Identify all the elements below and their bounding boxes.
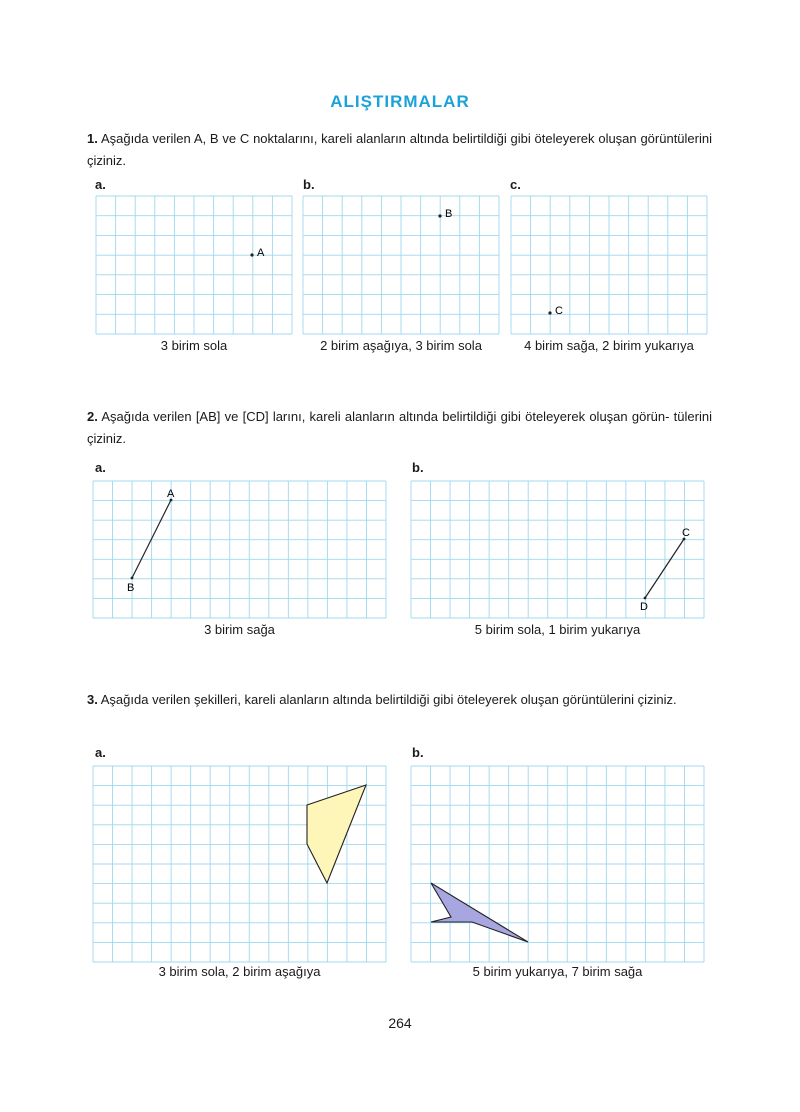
point-b-label: B <box>127 582 135 594</box>
page-number: 264 <box>388 1015 412 1031</box>
q1-item-c-label: c. <box>510 177 521 192</box>
question-1-number: 1. <box>87 131 98 146</box>
q2-item-a-label: a. <box>95 460 106 475</box>
q1-caption-b: 2 birim aşağıya, 3 birim sola <box>320 338 482 353</box>
q1-item-b-label: b. <box>303 177 315 192</box>
q1-item-a-label: a. <box>95 177 106 192</box>
point-c-label: C <box>682 527 690 539</box>
q3-grid-a <box>93 766 386 962</box>
point-a-dot <box>250 253 253 256</box>
q2-grid-b <box>411 481 704 618</box>
q3-item-b-label: b. <box>412 745 424 760</box>
question-2-number: 2. <box>87 409 98 424</box>
q2-caption-a: 3 birim sağa <box>204 622 275 637</box>
q1-caption-c: 4 birim sağa, 2 birim yukarıya <box>524 338 694 353</box>
point-b-label: B <box>445 208 453 220</box>
q2-caption-b: 5 birim sola, 1 birim yukarıya <box>474 622 641 637</box>
point-a-label: A <box>167 488 175 500</box>
q1-grid-b <box>303 196 499 334</box>
q3-caption-b: 5 birim yukarıya, 7 birim sağa <box>472 964 643 979</box>
q3-item-a-label: a. <box>95 745 106 760</box>
point-a-label: A <box>257 247 265 259</box>
q3-grid-b <box>411 766 704 962</box>
question-2-text: Aşağıda verilen [AB] ve [CD] larını, kareli alanların altında belirtildiği gibi öteleyerek oluşan görün- tülerini çiziniz. <box>87 409 712 446</box>
q1-grid-a <box>96 196 292 334</box>
question-3-number: 3. <box>87 692 98 707</box>
q2-item-b-label: b. <box>412 460 424 475</box>
q1-caption-a: 3 birim sola <box>160 338 228 353</box>
question-3 <box>87 689 712 711</box>
point-d-dot <box>644 597 647 600</box>
point-b-dot <box>131 577 134 580</box>
question-2 <box>87 406 712 450</box>
point-c-dot <box>548 311 551 314</box>
point-b-dot <box>438 214 441 217</box>
point-d-label: D <box>640 601 648 613</box>
shape-a-quadrilateral <box>307 785 366 883</box>
question-3-text: Aşağıda verilen şekilleri, kareli alanların altında belirtildiği gibi öteleyerek oluşan görüntülerini çiziniz. <box>100 692 677 707</box>
q2-grid-a <box>93 481 386 618</box>
shape-b-polygon <box>431 883 528 942</box>
page-title: ALIŞTIRMALAR <box>330 92 470 111</box>
point-c-label: C <box>555 305 563 317</box>
q1-grid-c <box>511 196 707 334</box>
q3-caption-a: 3 birim sola, 2 birim aşağıya <box>158 964 321 979</box>
question-1 <box>87 128 712 172</box>
question-1-text: Aşağıda verilen A, B ve C noktalarını, kareli alanların altında belirtildiği gibi öteleyerek oluşan görüntülerini çiziniz. <box>87 131 712 168</box>
